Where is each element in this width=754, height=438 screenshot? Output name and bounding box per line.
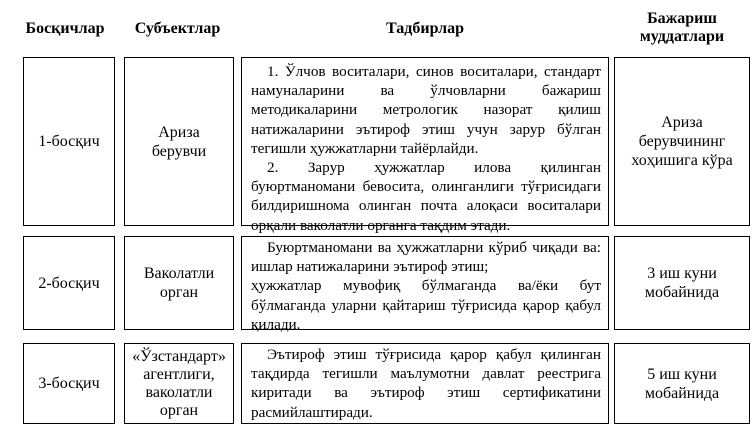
header-subjects: Субъектлар (134, 20, 221, 37)
action-2-2: ҳужжатлар мувофиқ бўлмаганда ва/ёки бут бўлмаганда уларни қайтариш тўғрисида қарор қабул қилади. (251, 277, 601, 333)
deadline-1-label: Ариза берувчининг хоҳишига кўра (631, 114, 733, 169)
actions-1-text (241, 62, 609, 235)
deadline-2-label: 3 иш куни мобайнида (644, 265, 720, 301)
actions-3-text (241, 345, 609, 422)
stage-3-label: 3-босқич (38, 375, 100, 392)
subject-2-label: Ваколатли орган (143, 265, 215, 301)
actions-2-text (241, 238, 609, 334)
action-1-1: 1. Ўлчов воситалари, синов воситалари, стандарт намуналарини ва ўлчовларни бажариш методикаларини метрологик назорат қилиш натижаларини эътироф этиш учун зарур бўлган тегишли ҳужжатларни тайёрлайди. (251, 63, 601, 157)
stage-2-label: 2-босқич (38, 274, 100, 292)
action-1-2: 2. Зарур ҳужжатлар илова қилинган буюртманомани бевосита, олинганлиги тўғрисидаги билдиришнома олинган почта алоқаси воситалари орқали ваколатли органга тақдим этади. (251, 159, 601, 234)
header-actions: Тадбирлар (386, 20, 464, 37)
stage-1-label: 1-босқич (38, 133, 100, 150)
header-stages: Босқичлар (25, 20, 105, 37)
header-deadlines: Бажариш муддатлари (639, 10, 725, 45)
action-2-1: Буюртманомани ва ҳужжатларни кўриб чиқади ва: ишлар натижаларини эътироф этиш; (251, 239, 601, 276)
action-3-1: Эътироф этиш тўғрисида қарор қабул қилинган тақдирда тегишли маълумотни давлат реестрига киритади ва эътироф этиш сертификатини расмийлаштиради. (251, 346, 601, 421)
subject-3-label: «Ўзстандарт» агентлиги, ваколатли орган (132, 347, 226, 419)
deadline-3-label: 5 иш куни мобайнида (644, 365, 720, 402)
subject-1-label: Ариза берувчи (151, 123, 207, 160)
